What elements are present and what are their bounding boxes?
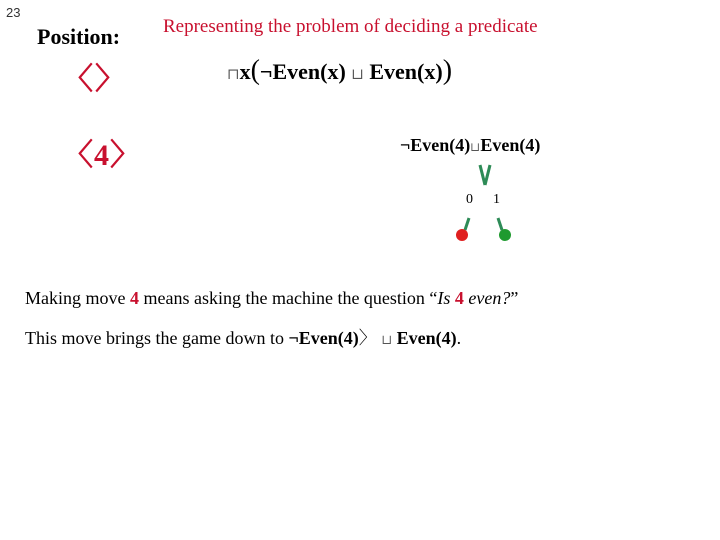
formula-variable: x — [239, 59, 251, 84]
game-tree — [440, 160, 530, 250]
result-disjunction-symbol: ⊔ — [381, 332, 393, 347]
tree-edge-right — [498, 218, 502, 230]
formula-left-disjunct: ¬Even(x) — [259, 59, 346, 84]
position-label: Position: — [37, 24, 121, 49]
branch-label-0: 0 — [466, 192, 473, 207]
node-left-disjunct: ¬Even(4) — [400, 135, 471, 155]
result-left-disjunct: ¬Even(4) — [288, 328, 359, 348]
text-fragment: ” — [510, 288, 519, 308]
slide-title: Representing the problem of deciding a predicate — [163, 16, 538, 37]
text-fragment: . — [456, 328, 462, 348]
tree-edge-root-right — [485, 165, 490, 185]
choice-disjunction-symbol: ⊔ — [351, 67, 364, 83]
text-fragment: This move brings the game down to — [25, 328, 284, 348]
question-text: Is — [437, 288, 451, 308]
move-number: 4 — [130, 288, 139, 308]
tree-node-formula — [400, 135, 540, 156]
node-right-disjunct: Even(4) — [480, 135, 541, 155]
text-fragment: Making move — [25, 288, 126, 308]
empty-position: 〈〉 — [63, 63, 127, 96]
question-text: even? — [468, 288, 511, 308]
result-bracket: 〉 — [358, 328, 377, 348]
tree-node-right-green — [499, 229, 511, 241]
node-disjunction-symbol: ⊔ — [470, 140, 481, 154]
slide-number: 23 — [6, 5, 21, 20]
question-number: 4 — [454, 288, 464, 308]
initial-formula — [227, 55, 452, 87]
formula-right-disjunct: Even(x) — [369, 59, 443, 84]
explanation-move — [25, 288, 518, 309]
result-right-disjunct: Even(4) — [396, 328, 457, 348]
formula-left-paren: ( — [250, 55, 260, 86]
formula-right-paren: ) — [442, 55, 453, 86]
text-fragment: means asking the machine the question “ — [143, 288, 438, 308]
choice-quantifier-symbol: ⊓ — [227, 67, 240, 83]
position-after-move: 〈4〉 — [63, 139, 141, 172]
tree-node-left-red — [456, 229, 468, 241]
explanation-result — [25, 324, 461, 350]
branch-label-1: 1 — [493, 192, 500, 207]
tree-edge-left — [465, 218, 469, 230]
